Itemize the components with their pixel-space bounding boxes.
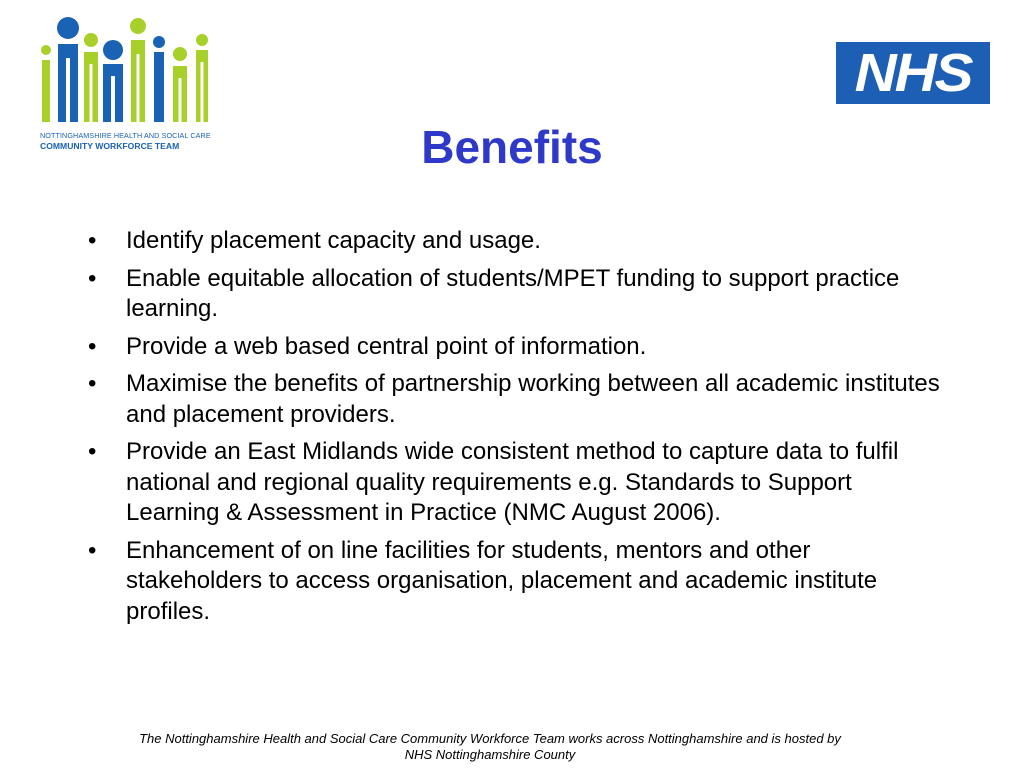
list-item-text: Enable equitable allocation of students/MPET funding to support practice learning. [126, 264, 900, 322]
logo-text-line2: COMMUNITY WORKFORCE TEAM [40, 141, 180, 151]
bullet-icon: • [88, 332, 97, 360]
bullet-icon: • [88, 536, 97, 564]
list-item [88, 437, 948, 529]
list-item [88, 536, 948, 628]
list-item [88, 264, 948, 325]
bullet-icon: • [88, 370, 97, 397]
footer-line2: NHS Nottinghamshire County [404, 747, 576, 762]
footer-line1: The Nottinghamshire Health and Social Care Community Workforce Team works across Nottinghamshire and is hosted by [139, 731, 841, 746]
list-item-text: Provide a web based central point of information. [126, 332, 647, 360]
list-item-text: Enhancement of on line facilities for students, mentors and other stakeholders to access organisation, placement and academic institute profiles. [126, 536, 878, 625]
logo-text-line1: NOTTINGHAMSHIRE HEALTH AND SOCIAL CARE [40, 131, 211, 140]
people-figures-icon [36, 14, 216, 129]
list-item [88, 226, 948, 257]
nhs-logo-text: NHS [854, 43, 972, 103]
list-item-text: Identify placement capacity and usage. [126, 227, 541, 254]
list-item-text: Provide an East Midlands wide consistent method to capture data to fulfil national and regional quality requirements e.g. Standards to Support Learning & Assessment in Practice (NMC August 2006). [126, 438, 899, 526]
list-item-text: Maximise the benefits of partnership working between all academic institutes and placement providers. [126, 370, 940, 428]
benefits-list [88, 226, 948, 634]
footer-note [100, 731, 880, 763]
bullet-icon: • [88, 264, 97, 292]
list-item [88, 332, 948, 363]
slide-title: Benefits [421, 121, 603, 173]
nhs-logo [836, 42, 990, 104]
bullet-icon: • [88, 227, 97, 254]
list-item [88, 369, 948, 430]
bullet-icon: • [88, 438, 97, 465]
